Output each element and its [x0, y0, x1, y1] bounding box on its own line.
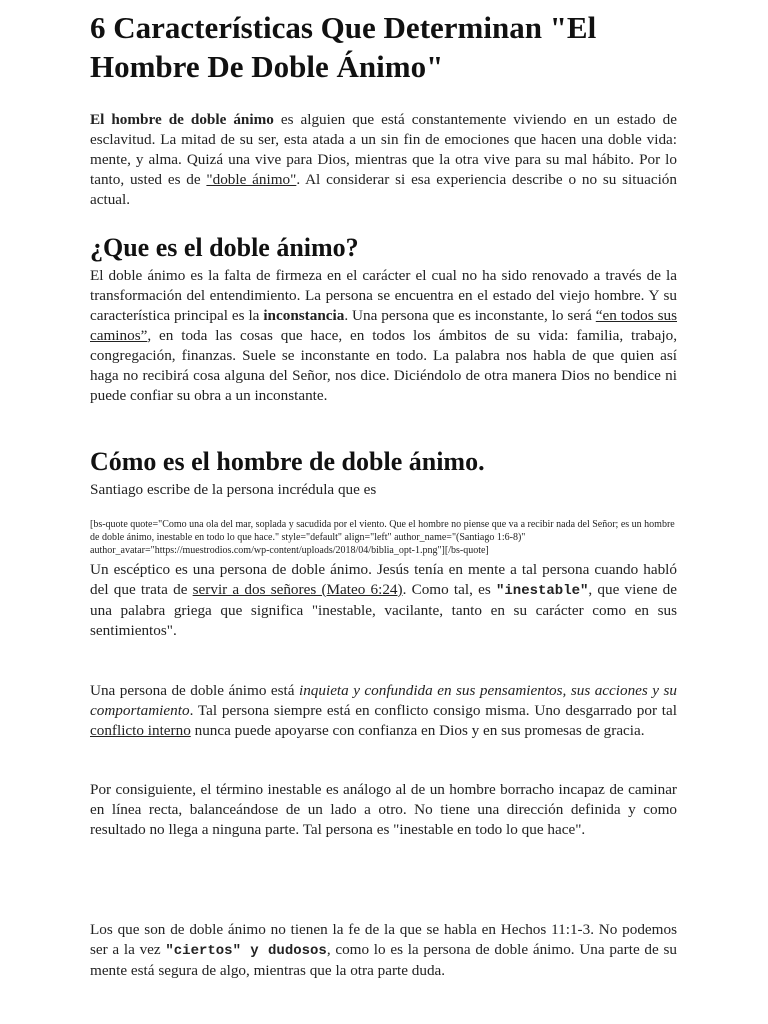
esceptico-text-3: , que viene de una palabra griega que significa "inestable, vacilante, tanto en su carácter como en sus sentimientos".: [90, 581, 677, 639]
definition-text-3: , en toda las cosas que hace, en todos los ámbitos de su vida: familia, trabajo, congregación, finanzas. Suele se inconstante en todo. La palabra nos habla de que quien así haga no recibirá cosa alguna del Señor, nos dice. Diciéndolo de otra manera Dios no bendice ni puede confiar su obra a un inconstante.: [90, 327, 677, 404]
page-title: 6 Características Que Determinan "El Hombre De Doble Ánimo": [90, 10, 597, 84]
intro-text-end: . Al considerar si esa experiencia describe o no su situación actual.: [90, 171, 677, 208]
inquieta-paragraph: [90, 681, 677, 741]
hechos-text: Los que son de doble ánimo no tienen la fe de la que se habla en Hechos 11:1-3. No podemos ser a la vez: [90, 921, 677, 958]
conflicto-interno-link[interactable]: conflicto interno: [90, 722, 191, 739]
inconstancia-bold: inconstancia: [263, 307, 345, 324]
bs-quote-shortcode: [bs-quote quote="Como una ola del mar, soplada y sacudida por el viento. Que el hombre no piense que va a recibir nada del Señor; es un hombre de doble ánimo, inestable en todo lo que hace." style="default" align="left" author_name="(Santiago 1:6-8)" author_avatar="https://muestrodios.com/wp-content/uploads/2018/04/biblia_opt-1.png"][/bs-quote]: [90, 519, 675, 556]
inquieta-text-2: . Tal persona siempre está en conflicto consigo misma. Uno desgarrado por tal: [189, 702, 677, 719]
esceptico-text: Un escéptico es una persona de doble ánimo. Jesús tenía en mente a tal persona cuando habló del que trata de: [90, 561, 677, 598]
esceptico-text-2: . Como tal, es: [402, 581, 496, 598]
section-heading-que-es: ¿Que es el doble ánimo?: [90, 233, 359, 262]
definition-paragraph: [90, 266, 677, 406]
intro-paragraph: [90, 110, 677, 210]
ciertos-dudosos-bold: "ciertos" y dudosos: [165, 943, 327, 959]
esceptico-paragraph: [90, 560, 677, 641]
santiago-lead: Santiago escribe de la persona incrédula que es: [90, 481, 377, 498]
intro-text: es alguien que está constantemente viviendo en un estado de esclavitud. La mitad de su ser, esta atada a un sin fin de emociones que hacen una doble vida: mente, y alma. Quizá una vive para Dios, mientras que la otra vive para su mal hábito. Por lo tanto, usted es de: [90, 111, 677, 188]
inquieta-italic: inquieta y confundida en sus pensamientos, sus acciones y su comportamiento: [90, 682, 678, 719]
definition-text-2: . Una persona que es inconstante, lo será: [344, 307, 596, 324]
section-heading-como-es: Cómo es el hombre de doble ánimo.: [90, 447, 485, 476]
definition-text: El doble ánimo es la falta de firmeza en el carácter el cual no ha sido renovado a través de la transformación del entendimiento. La persona se encuentra en el estado del viejo hombre. Y su característica principal es la: [90, 267, 677, 324]
hechos-paragraph: [90, 920, 677, 981]
inquieta-text-3: nunca puede apoyarse con confianza en Dios y en sus promesas de gracia.: [190, 722, 645, 739]
hechos-text-2: , como lo es la persona de doble ánimo. Una parte de su mente está segura de algo, mientras que la otra parte duda.: [90, 941, 677, 979]
inquieta-text: Una persona de doble ánimo está: [90, 682, 299, 699]
todos-sus-caminos-link[interactable]: “en todos sus caminos”: [90, 307, 678, 344]
servir-dos-senores-link[interactable]: servir a dos señores (Mateo 6:24): [192, 581, 403, 598]
doble-animo-link[interactable]: "doble ánimo": [206, 171, 297, 188]
inestable-bold: "inestable": [495, 583, 589, 599]
intro-bold-term: El hombre de doble ánimo: [90, 111, 274, 128]
inestable-analogia-paragraph: Por consiguiente, el término inestable es análogo al de un hombre borracho incapaz de caminar en línea recta, balanceándose de un lado a otro. No tiene una dirección definida y como resultado no llega a ninguna parte. Tal persona es "inestable en todo lo que hace".: [90, 781, 677, 838]
